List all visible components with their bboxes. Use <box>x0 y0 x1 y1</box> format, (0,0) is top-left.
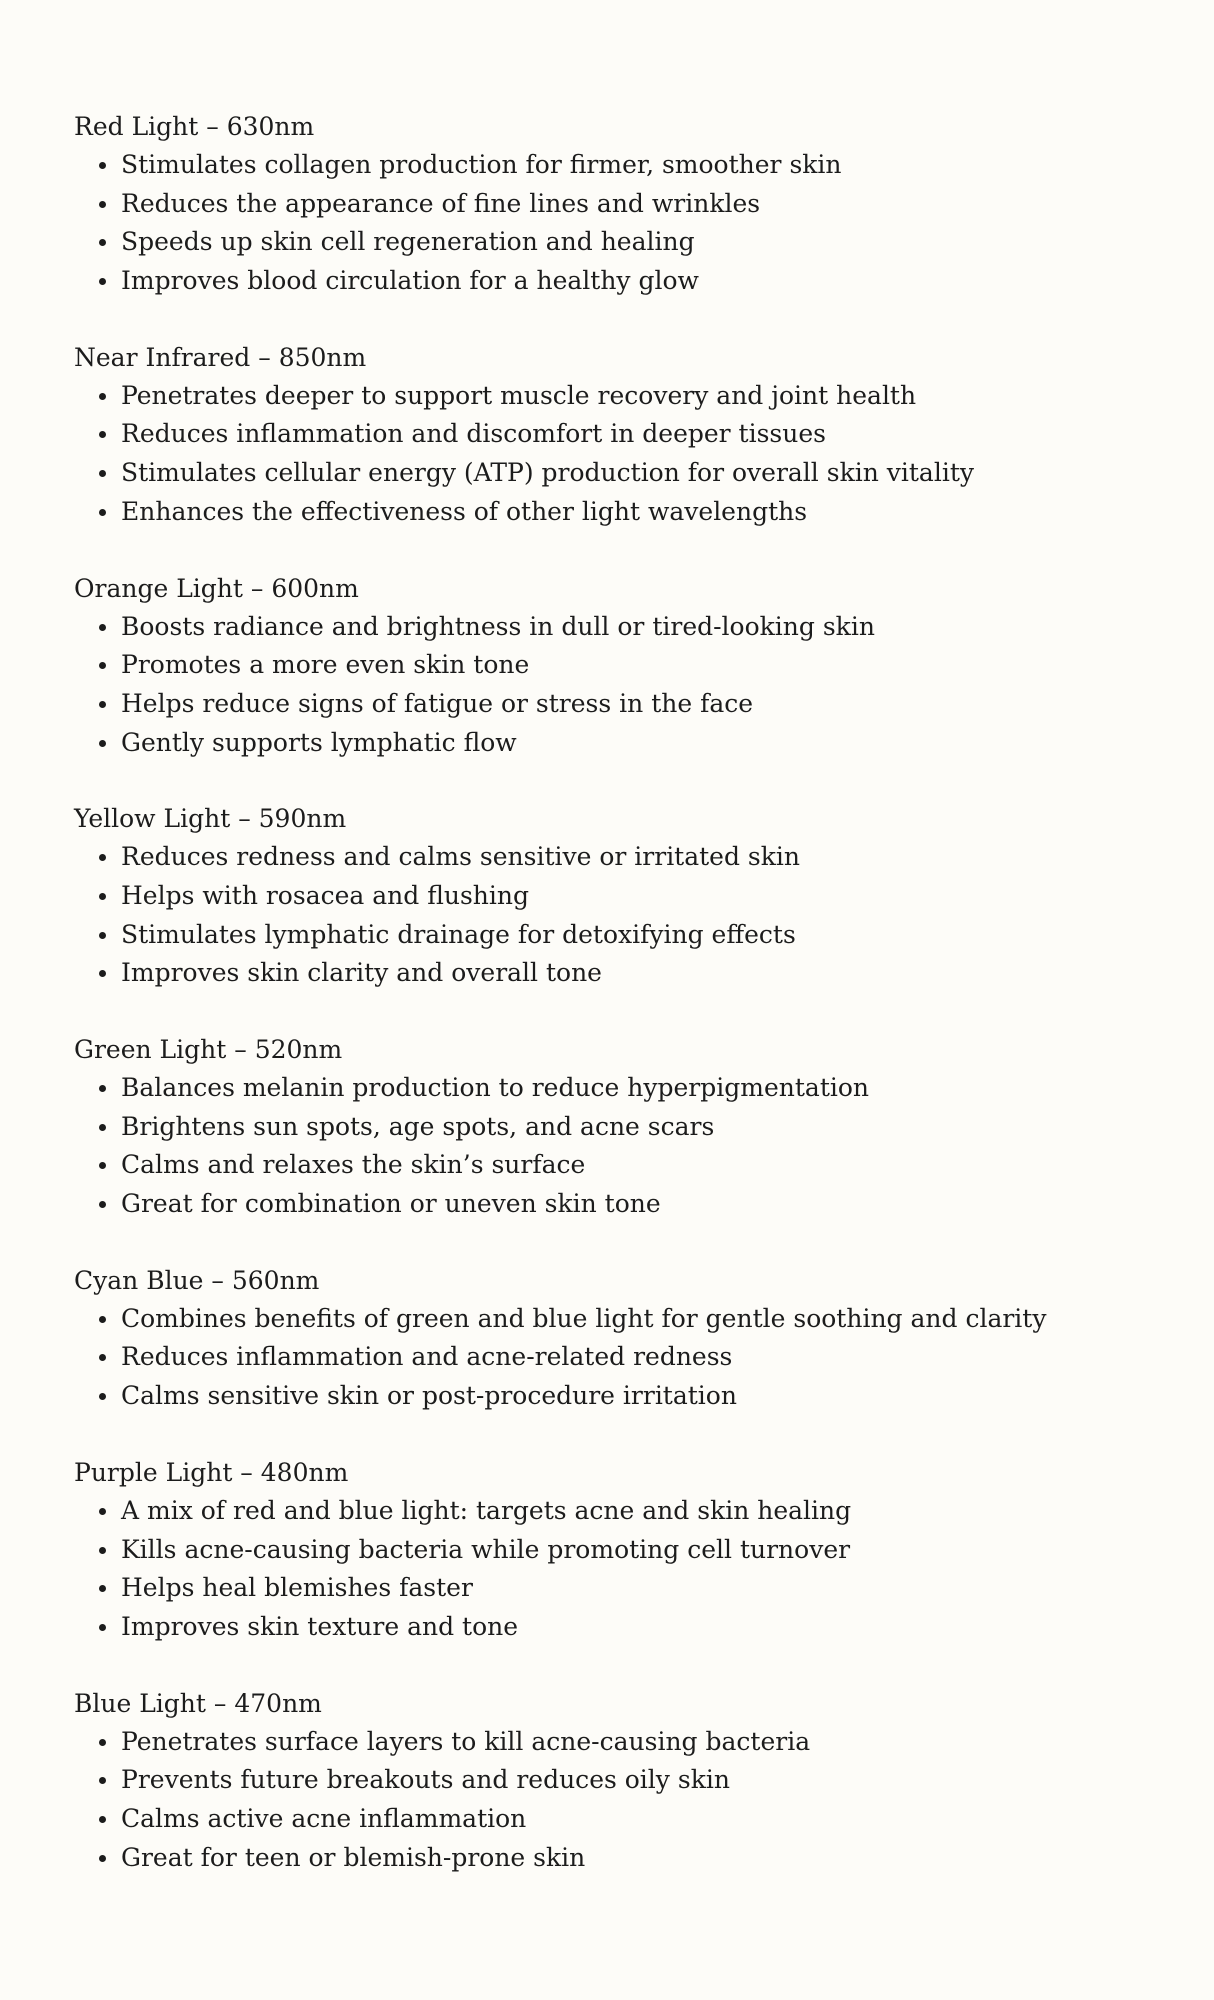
benefit-list-item: Reduces inflammation and discomfort in deeper tissues <box>74 415 1174 454</box>
section-title: Near Infrared – 850nm <box>74 342 367 372</box>
benefit-list <box>74 1300 1174 1416</box>
section-title: Cyan Blue – 560nm <box>74 1265 320 1295</box>
benefit-list-item: Helps reduce signs of fatigue or stress in the face <box>74 685 1174 724</box>
light-therapy-document <box>74 108 1174 1915</box>
light-section <box>74 1454 1174 1647</box>
benefit-list-item: Balances melanin production to reduce hyperpigmentation <box>74 1069 1174 1108</box>
benefit-list-item: Stimulates cellular energy (ATP) production for overall skin vitality <box>74 454 1174 493</box>
light-section <box>74 800 1174 993</box>
benefit-list <box>74 377 1174 532</box>
benefit-list-item: Calms and relaxes the skin’s surface <box>74 1146 1174 1185</box>
benefit-list-item: Improves skin clarity and overall tone <box>74 954 1174 993</box>
benefit-list-item: Reduces inflammation and acne-related redness <box>74 1338 1174 1377</box>
benefit-list-item: Brightens sun spots, age spots, and acne scars <box>74 1108 1174 1147</box>
section-title: Orange Light – 600nm <box>74 573 359 603</box>
benefit-list-item: Stimulates collagen production for firmer, smoother skin <box>74 146 1174 185</box>
benefit-list-item: Stimulates lymphatic drainage for detoxifying effects <box>74 916 1174 955</box>
section-title: Blue Light – 470nm <box>74 1688 322 1718</box>
light-section <box>74 339 1174 532</box>
benefit-list-item: Reduces the appearance of fine lines and wrinkles <box>74 185 1174 224</box>
benefit-list <box>74 838 1174 993</box>
section-title: Red Light – 630nm <box>74 112 315 141</box>
benefit-list-item: Combines benefits of green and blue light for gentle soothing and clarity <box>74 1300 1174 1339</box>
benefit-list-item: Reduces redness and calms sensitive or irritated skin <box>74 838 1174 877</box>
benefit-list-item: Prevents future breakouts and reduces oily skin <box>74 1761 1174 1800</box>
section-title: Yellow Light – 590nm <box>74 804 347 834</box>
benefit-list-item: Gently supports lymphatic flow <box>74 724 1174 763</box>
benefit-list-item: Boosts radiance and brightness in dull or tired-looking skin <box>74 608 1174 647</box>
light-section <box>74 1031 1174 1224</box>
benefit-list-item: Penetrates deeper to support muscle recovery and joint health <box>74 377 1174 416</box>
light-section <box>74 1685 1174 1878</box>
benefit-list <box>74 1723 1174 1878</box>
light-section <box>74 570 1174 763</box>
benefit-list-item: Promotes a more even skin tone <box>74 646 1174 685</box>
benefit-list-item: Improves skin texture and tone <box>74 1608 1174 1647</box>
benefit-list-item: Helps with rosacea and flushing <box>74 877 1174 916</box>
light-section <box>74 108 1174 301</box>
benefit-list-item: Penetrates surface layers to kill acne-causing bacteria <box>74 1723 1174 1762</box>
benefit-list-item: Kills acne-causing bacteria while promoting cell turnover <box>74 1531 1174 1570</box>
section-title: Green Light – 520nm <box>74 1035 343 1064</box>
benefit-list <box>74 1069 1174 1224</box>
benefit-list-item: Enhances the effectiveness of other light wavelengths <box>74 493 1174 532</box>
section-title: Purple Light – 480nm <box>74 1457 349 1487</box>
benefit-list-item: Great for teen or blemish-prone skin <box>74 1839 1174 1878</box>
benefit-list-item: A mix of red and blue light: targets acne and skin healing <box>74 1492 1174 1531</box>
benefit-list <box>74 608 1174 763</box>
benefit-list-item: Calms sensitive skin or post-procedure irritation <box>74 1377 1174 1416</box>
benefit-list <box>74 146 1174 301</box>
benefit-list-item: Helps heal blemishes faster <box>74 1569 1174 1608</box>
benefit-list-item: Great for combination or uneven skin tone <box>74 1185 1174 1224</box>
benefit-list <box>74 1492 1174 1647</box>
light-section <box>74 1262 1174 1416</box>
benefit-list-item: Calms active acne inflammation <box>74 1800 1174 1839</box>
benefit-list-item: Improves blood circulation for a healthy glow <box>74 262 1174 301</box>
benefit-list-item: Speeds up skin cell regeneration and healing <box>74 223 1174 262</box>
